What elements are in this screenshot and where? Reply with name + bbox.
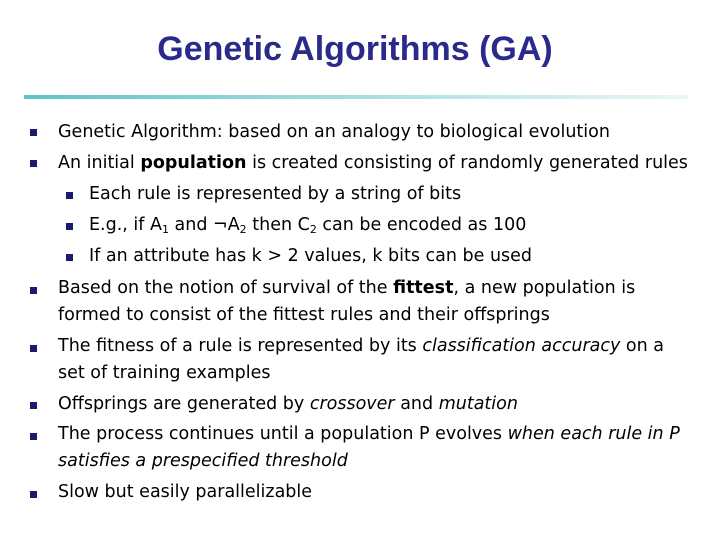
sub-bullet-3-text: If an attribute has k > 2 values, k bits can be used (89, 246, 533, 266)
sub-bullet-marker (66, 223, 73, 230)
bullet-text (58, 391, 698, 418)
bullet-5-text-a: Offsprings are generated by (58, 394, 310, 414)
bullet-text (58, 275, 698, 329)
title-divider (24, 95, 688, 99)
bullet-marker (30, 345, 37, 352)
sub-bullet-1-text: Each rule is represented by a string of bits (89, 184, 462, 204)
bullet-4-line-2: set of training examples (58, 363, 271, 383)
bullet-2-text-a: An initial (58, 153, 141, 173)
bullet-6-line-2: satisfies a prespecified threshold (58, 451, 348, 471)
bullet-marker (30, 491, 37, 498)
sub-bullet-text (89, 181, 689, 208)
bullet-text (58, 333, 698, 387)
bullet-4-text-a: The fitness of a rule is represented by its (58, 336, 423, 356)
bullet-marker (30, 129, 37, 136)
sub-bullet-2-b: and ¬A (168, 215, 240, 235)
subscript: 2 (309, 223, 317, 236)
subscript: 2 (239, 223, 247, 236)
bullet-4-italic: classification accuracy (422, 336, 621, 356)
bullet-2-bold: population (140, 153, 247, 173)
bullet-marker (30, 402, 37, 409)
bullet-text (58, 119, 698, 146)
bullet-1-text: Genetic Algorithm: based on an analogy to biological evolution (58, 122, 610, 142)
bullet-text (58, 421, 698, 475)
bullet-6-italic: when each rule in P (507, 424, 680, 444)
bullet-marker (30, 433, 37, 440)
bullet-marker (30, 160, 37, 167)
sub-bullet-text (89, 212, 689, 239)
bullet-5-italic-2: mutation (438, 394, 518, 414)
sub-bullet-marker (66, 254, 73, 261)
bullet-4-text-b: on a (620, 336, 665, 356)
slide-title: Genetic Algorithms (GA) (157, 30, 553, 68)
bullet-7-text: Slow but easily parallelizable (58, 482, 313, 502)
sub-bullet-2-a: E.g., if A (89, 215, 162, 235)
bullet-marker (30, 287, 37, 294)
bullet-3-text-b: , a new population is (453, 278, 636, 298)
sub-bullet-2-c: then C (246, 215, 310, 235)
bullet-5-italic-1: crossover (309, 394, 395, 414)
bullet-6-text-a: The process continues until a population P evolves (58, 424, 508, 444)
sub-bullet-text (89, 243, 689, 270)
bullet-3-text-a: Based on the notion of survival of the (58, 278, 394, 298)
subscript: 1 (161, 223, 169, 236)
bullet-3-line-2: formed to consist of the fittest rules and their offsprings (58, 305, 550, 325)
bullet-text (58, 150, 698, 177)
sub-bullet-marker (66, 192, 73, 199)
bullet-2-text-b: is created consisting of randomly generated rules (246, 153, 688, 173)
bullet-3-bold: fittest (393, 278, 454, 298)
bullet-5-text-b: and (394, 394, 439, 414)
bullet-text (58, 479, 698, 506)
sub-bullet-2-d: can be encoded as 100 (316, 215, 527, 235)
